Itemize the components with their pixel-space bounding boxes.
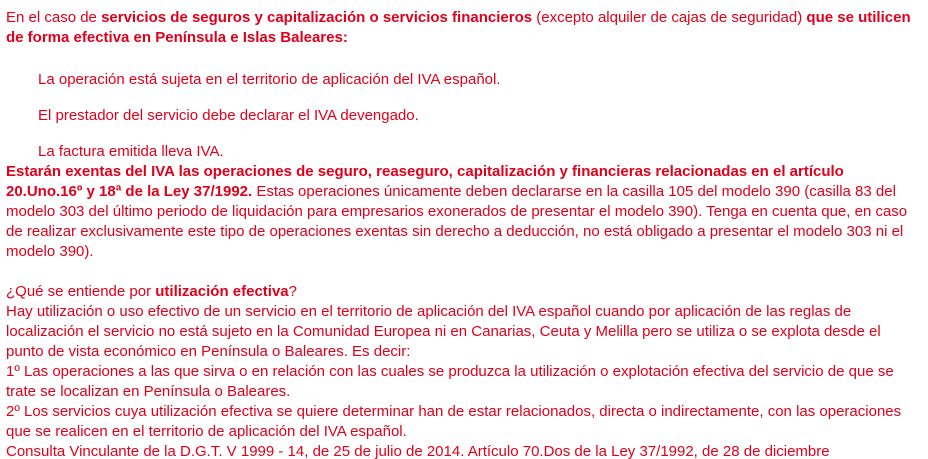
question-text-2: ? [288, 283, 297, 300]
exemption-text: Estas operaciones únicamente deben declararse en la casilla 105 del modelo 390 (casilla 83 del modelo 303 del último periodo de liquidación para empresarios exonerados de presentar el modelo 390). Tenga en cuenta que, en caso de realizar exclusivamente este tipo de operaciones exentas sin derecho a deducción, no está obligado a presentar el modelo 303 ni el modelo 390). [6, 183, 908, 260]
intro-bold-2: que se utilicen de forma efectiva en Península e Islas Baleares: [6, 9, 911, 46]
question-text-1: ¿Qué se entiende por [6, 283, 156, 300]
list-item: La factura emitida lleva IVA. [38, 143, 224, 160]
exemption-bold: Estarán exentas del IVA las operaciones de seguro, reaseguro, capitalización y financieras relacionadas en el artículo 20.Uno.16º y 18ª de la Ley 37/1992. [6, 163, 844, 200]
exemption-paragraph [6, 162, 918, 262]
legal-reference: Consulta Vinculante de la D.G.T. V 1999 - 14, de 25 de julio de 2014. Artículo 70.Dos de la Ley 37/1992, de 28 de diciembre [6, 443, 830, 459]
point-1: 1º Las operaciones a las que sirva o en relación con las cuales se produzca la utilización o explotación efectiva del servicio de que se trate se localizan en Península o Baleares. [6, 363, 894, 400]
list-item: La operación está sujeta en el territorio de aplicación del IVA español. [38, 71, 501, 88]
intro-text-1: En el caso de [6, 9, 102, 26]
intro-text-2: (excepto alquiler de cajas de seguridad) [532, 9, 807, 26]
point-2: 2º Los servicios cuya utilización efectiva se quiere determinar han de estar relacionados, directa o indirectamente, con las operaciones que se realicen en el territorio de aplicación del IVA español. [6, 403, 902, 440]
intro-paragraph [6, 8, 918, 48]
question-heading [6, 282, 918, 302]
intro-bold-1: servicios de seguros y capitalización o servicios financieros [101, 9, 533, 26]
list-item: El prestador del servicio debe declarar el IVA devengado. [38, 107, 419, 124]
question-bold: utilización efectiva [155, 283, 289, 300]
document-body [6, 8, 918, 459]
explanation-paragraph: Hay utilización o uso efectivo de un servicio en el territorio de aplicación del IVA español cuando por aplicación de las reglas de localización el servicio no está sujeto en la Comunidad Europea ni en Canarias, Ceuta y Melilla pero se utiliza o se explota desde el punto de vista económico en Península o Baleares. Es decir: [6, 303, 881, 360]
